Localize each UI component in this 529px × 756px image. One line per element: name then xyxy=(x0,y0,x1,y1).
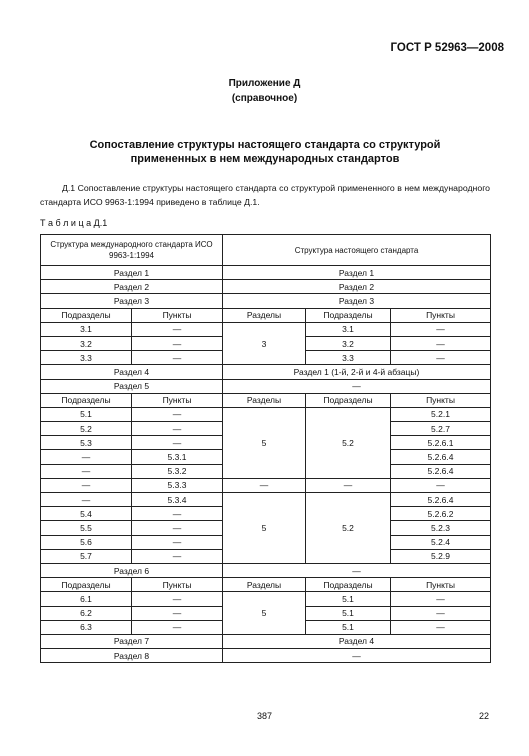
table-cell: — xyxy=(41,478,132,492)
heading-line-1: Сопоставление структуры настоящего стандарта со структурой xyxy=(89,139,441,151)
table-cell: 3.3 xyxy=(306,351,391,365)
table-cell: Раздел 1 xyxy=(41,266,223,280)
table-cell: 5.7 xyxy=(41,549,132,563)
table-cell: Раздел 7 xyxy=(41,634,223,648)
table-cell: — xyxy=(391,336,491,350)
table-cell: 6.3 xyxy=(41,620,132,634)
table-cell: Раздел 2 xyxy=(41,280,223,294)
table-cell: 5.3.1 xyxy=(132,450,223,464)
table-cell: Раздел 6 xyxy=(41,563,223,577)
column-labels-row xyxy=(41,578,491,592)
table-cell: 3 xyxy=(223,322,306,365)
table-cell: 5.2.9 xyxy=(391,549,491,563)
table-cell: 5.2.6.4 xyxy=(391,464,491,478)
table-cell: — xyxy=(223,563,491,577)
table-cell: 3.2 xyxy=(306,336,391,350)
table-cell: — xyxy=(132,422,223,436)
table-row xyxy=(41,407,491,421)
table-cell: — xyxy=(306,478,391,492)
table-cell: 5.2.4 xyxy=(391,535,491,549)
table-cell: — xyxy=(223,379,491,393)
table-cell: 5.2 xyxy=(41,422,132,436)
table-cell: 5.2.6.4 xyxy=(391,493,491,507)
table-cell: — xyxy=(391,606,491,620)
table-cell: — xyxy=(132,606,223,620)
table-cell: 5.1 xyxy=(306,606,391,620)
label-sections: Разделы xyxy=(223,578,306,592)
table-cell: 5.5 xyxy=(41,521,132,535)
table-cell: Раздел 1 (1-й, 2-й и 4-й абзацы) xyxy=(223,365,491,379)
label-subsections: Подразделы xyxy=(41,308,132,322)
table-cell: 3.1 xyxy=(41,322,132,336)
table-row xyxy=(41,365,491,379)
table-cell: Раздел 4 xyxy=(223,634,491,648)
table-cell: — xyxy=(132,535,223,549)
table-cell: 5.2.7 xyxy=(391,422,491,436)
table-cell: — xyxy=(391,620,491,634)
table-cell: 5.2 xyxy=(306,493,391,564)
table-cell: — xyxy=(132,351,223,365)
intro-paragraph-text: Д.1 Сопоставление структуры настоящего стандарта со структурой примененного в нем международного стандарта ИСО 9963-1:1994 приведено в таблице Д.1. xyxy=(40,183,490,207)
appendix-subtitle: (справочное) xyxy=(231,93,298,104)
table-cell: 5.1 xyxy=(306,592,391,606)
table-cell: Раздел 1 xyxy=(223,266,491,280)
table-cell: 5 xyxy=(223,407,306,478)
table-cell: — xyxy=(132,322,223,336)
standard-designation: ГОСТ Р 52963—2008 xyxy=(390,42,504,54)
table-row xyxy=(41,280,491,294)
table-row xyxy=(41,493,491,507)
table-cell: Раздел 4 xyxy=(41,365,223,379)
label-sections: Разделы xyxy=(223,308,306,322)
table-cell: 5.2.1 xyxy=(391,407,491,421)
table-cell: 5 xyxy=(223,493,306,564)
table-cell: Раздел 5 xyxy=(41,379,223,393)
table-cell: 5.6 xyxy=(41,535,132,549)
table-cell: 5.1 xyxy=(41,407,132,421)
table-cell: — xyxy=(41,493,132,507)
table-cell: 3.2 xyxy=(41,336,132,350)
table-cell: 5.3.2 xyxy=(132,464,223,478)
table-cell: 6.1 xyxy=(41,592,132,606)
table-header-row xyxy=(41,235,491,266)
table-cell: — xyxy=(132,436,223,450)
table-cell: 5.2.6.2 xyxy=(391,507,491,521)
table-cell: — xyxy=(223,649,491,663)
table-cell: Раздел 2 xyxy=(223,280,491,294)
intro-paragraph xyxy=(40,181,490,209)
table-cell: — xyxy=(132,507,223,521)
table-row xyxy=(41,649,491,663)
table-cell: 5.2.6.4 xyxy=(391,450,491,464)
table-cell: — xyxy=(41,450,132,464)
table-cell: 5.3.4 xyxy=(132,493,223,507)
label-items: Пункты xyxy=(391,393,491,407)
table-row xyxy=(41,294,491,308)
table-cell: — xyxy=(391,592,491,606)
table-cell: — xyxy=(223,478,306,492)
table-cell: — xyxy=(132,407,223,421)
section-heading xyxy=(40,138,490,166)
table-cell: — xyxy=(391,478,491,492)
table-row xyxy=(41,322,491,336)
label-subsections: Подразделы xyxy=(306,578,391,592)
table-cell: Раздел 3 xyxy=(223,294,491,308)
table-cell: — xyxy=(132,592,223,606)
table-cell: — xyxy=(132,620,223,634)
table-cell: 5.4 xyxy=(41,507,132,521)
table-cell: 3.3 xyxy=(41,351,132,365)
table-cell: 6.2 xyxy=(41,606,132,620)
table-row xyxy=(41,634,491,648)
label-items: Пункты xyxy=(132,578,223,592)
table-row xyxy=(41,379,491,393)
label-items: Пункты xyxy=(391,578,491,592)
table-row xyxy=(41,592,491,606)
header-international: Структура международного стандарта ИСО 9963-1:1994 xyxy=(41,235,223,266)
header-national: Структура настоящего стандарта xyxy=(223,235,491,266)
label-subsections: Подразделы xyxy=(41,578,132,592)
page-number-right: 22 xyxy=(478,711,489,721)
heading-line-2: примененных в нем международных стандартов xyxy=(130,153,400,165)
label-subsections: Подразделы xyxy=(306,393,391,407)
table-row xyxy=(41,266,491,280)
column-labels-row xyxy=(41,393,491,407)
table-cell: 5.2 xyxy=(306,407,391,478)
table-cell: — xyxy=(41,464,132,478)
table-cell: 5.3 xyxy=(41,436,132,450)
label-items: Пункты xyxy=(391,308,491,322)
table-row xyxy=(41,563,491,577)
table-cell: 5.1 xyxy=(306,620,391,634)
page-number-center: 387 xyxy=(256,711,273,721)
appendix-title: Приложение Д xyxy=(228,78,301,89)
table-cell: — xyxy=(391,351,491,365)
table-caption: Т а б л и ц а Д.1 xyxy=(40,218,108,228)
label-subsections: Подразделы xyxy=(306,308,391,322)
table-row xyxy=(41,478,491,492)
table-cell: Раздел 8 xyxy=(41,649,223,663)
table-cell: 5 xyxy=(223,592,306,635)
label-sections: Разделы xyxy=(223,393,306,407)
table-cell: — xyxy=(391,322,491,336)
structure-table xyxy=(40,234,491,663)
table-cell: 3.1 xyxy=(306,322,391,336)
table-cell: — xyxy=(132,549,223,563)
table-cell: — xyxy=(132,521,223,535)
label-items: Пункты xyxy=(132,308,223,322)
table-cell: 5.3.3 xyxy=(132,478,223,492)
label-items: Пункты xyxy=(132,393,223,407)
table-cell: — xyxy=(132,336,223,350)
table-cell: 5.2.3 xyxy=(391,521,491,535)
column-labels-row xyxy=(41,308,491,322)
table-cell: 5.2.6.1 xyxy=(391,436,491,450)
table-cell: Раздел 3 xyxy=(41,294,223,308)
label-subsections: Подразделы xyxy=(41,393,132,407)
